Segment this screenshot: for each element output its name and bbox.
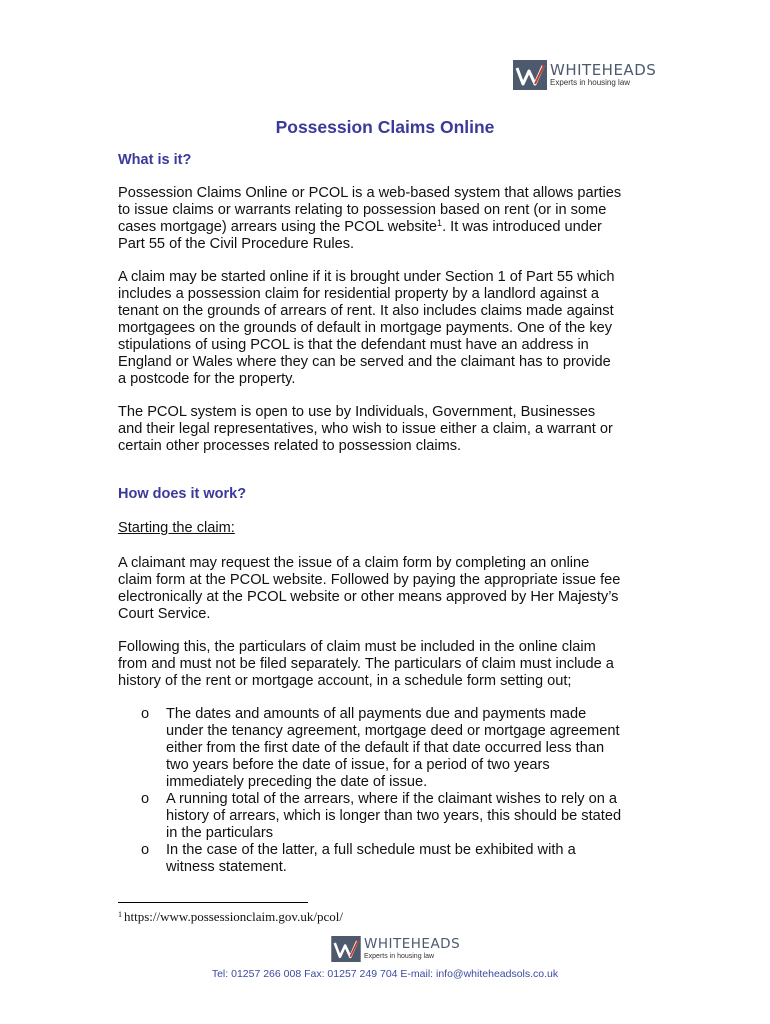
list-item-line: The dates and amounts of all payments due and payments made bbox=[166, 706, 587, 722]
logo-name: WHITEHEADS bbox=[364, 936, 461, 953]
list-item-line: two years before the date of issue, for a period of two years bbox=[166, 757, 550, 773]
list-item-text bbox=[166, 706, 661, 791]
list-item-line: history of arrears, which is longer than two years, this should be stated bbox=[166, 808, 622, 824]
paragraph-particulars bbox=[118, 639, 658, 690]
list-item-line: witness statement. bbox=[166, 859, 287, 875]
logo-name: WHITEHEADS bbox=[550, 61, 657, 79]
paragraph-line: Part 55 of the Civil Procedure Rules. bbox=[118, 236, 355, 252]
list-item-text bbox=[166, 791, 661, 842]
logo-tagline: Experts in housing law bbox=[364, 952, 435, 960]
list-item-text bbox=[166, 842, 661, 876]
footnote-url[interactable]: https://www.possessionclaim.gov.uk/pcol/ bbox=[124, 909, 343, 924]
footnote bbox=[118, 909, 343, 925]
list-item-line: immediately preceding the date of issue. bbox=[166, 774, 428, 790]
footnote-reference: 1 bbox=[437, 218, 443, 228]
list-item-line: In the case of the latter, a full schedule must be exhibited with a bbox=[166, 842, 576, 858]
paragraph-line: mortgagees on the grounds of default in mortgage payments. One of the key bbox=[118, 320, 613, 336]
paragraph-line: A claimant may request the issue of a claim form by completing an online bbox=[118, 555, 590, 571]
bullet-marker: o bbox=[141, 706, 150, 722]
footer-contact-details: Tel: 01257 266 008 Fax: 01257 249 704 E-mail: info@whiteheadsols.co.uk bbox=[211, 968, 559, 980]
paragraph-line: a postcode for the property. bbox=[118, 371, 296, 387]
paragraph-line: The PCOL system is open to use by Individuals, Government, Businesses bbox=[118, 404, 596, 420]
paragraph-line: Following this, the particulars of claim must be included in the online claim bbox=[118, 639, 596, 655]
footnote-divider bbox=[118, 902, 308, 903]
paragraph-text: cases mortgage) arrears using the PCOL website bbox=[118, 219, 438, 235]
paragraph-line: from and must not be filed separately. The particulars of claim must include a bbox=[118, 656, 614, 672]
whiteheads-logo-footer bbox=[331, 936, 460, 962]
list-item-line: A running total of the arrears, where if the claimant wishes to rely on a bbox=[166, 791, 618, 807]
paragraph-claim-form bbox=[118, 555, 658, 623]
logo-tagline: Experts in housing law bbox=[550, 78, 631, 87]
paragraph-intro bbox=[118, 185, 658, 253]
paragraph-text: . It was introduced under bbox=[442, 219, 602, 235]
paragraph-line: history of the rent or mortgage account, in a schedule form setting out; bbox=[118, 673, 572, 689]
list-item bbox=[141, 791, 661, 842]
paragraph-line: tenant on the grounds of arrears of rent. It also includes claims made against bbox=[118, 303, 614, 319]
particulars-bullet-list bbox=[141, 706, 661, 876]
paragraph-line: certain other processes related to possession claims. bbox=[118, 438, 462, 454]
section-heading-what-is-it: What is it? bbox=[118, 152, 192, 168]
paragraph-line bbox=[118, 219, 658, 236]
subheading-starting-the-claim: Starting the claim: bbox=[118, 520, 235, 536]
paragraph-claim-scope bbox=[118, 269, 658, 388]
paragraph-line: claim form at the PCOL website. Followed by paying the appropriate issue fee bbox=[118, 572, 621, 588]
list-item bbox=[141, 842, 661, 876]
whiteheads-logo-header bbox=[513, 60, 656, 90]
list-item-line: either from the first date of the default if that date occurred less than bbox=[166, 740, 605, 756]
paragraph-line: Court Service. bbox=[118, 606, 211, 622]
bullet-marker: o bbox=[141, 791, 150, 807]
paragraph-line: includes a possession claim for residential property by a landlord against a bbox=[118, 286, 600, 302]
paragraph-line: Possession Claims Online or PCOL is a web-based system that allows parties bbox=[118, 185, 622, 201]
whiteheads-logo-mark-icon bbox=[513, 60, 547, 90]
paragraph-line: A claim may be started online if it is brought under Section 1 of Part 55 which bbox=[118, 269, 615, 285]
paragraph-line: and their legal representatives, who wish to issue either a claim, a warrant or bbox=[118, 421, 613, 437]
paragraph-line: electronically at the PCOL website or other means approved by Her Majesty’s bbox=[118, 589, 619, 605]
section-heading-how-does-it-work: How does it work? bbox=[118, 486, 247, 502]
paragraph-line: England or Wales where they can be served and the claimant has to provide bbox=[118, 354, 611, 370]
paragraph-line: stipulations of using PCOL is that the defendant must have an address in bbox=[118, 337, 589, 353]
list-item bbox=[141, 706, 661, 791]
whiteheads-logo-mark-icon bbox=[331, 936, 361, 962]
paragraph-users bbox=[118, 404, 658, 455]
list-item-line: under the tenancy agreement, mortgage deed or mortgage agreement bbox=[166, 723, 620, 739]
page-title: Possession Claims Online bbox=[275, 117, 495, 137]
footnote-number: 1 bbox=[118, 910, 122, 919]
list-item-line: in the particulars bbox=[166, 825, 274, 841]
bullet-marker: o bbox=[141, 842, 150, 858]
paragraph-line: to issue claims or warrants relating to possession based on rent (or in some bbox=[118, 202, 607, 218]
